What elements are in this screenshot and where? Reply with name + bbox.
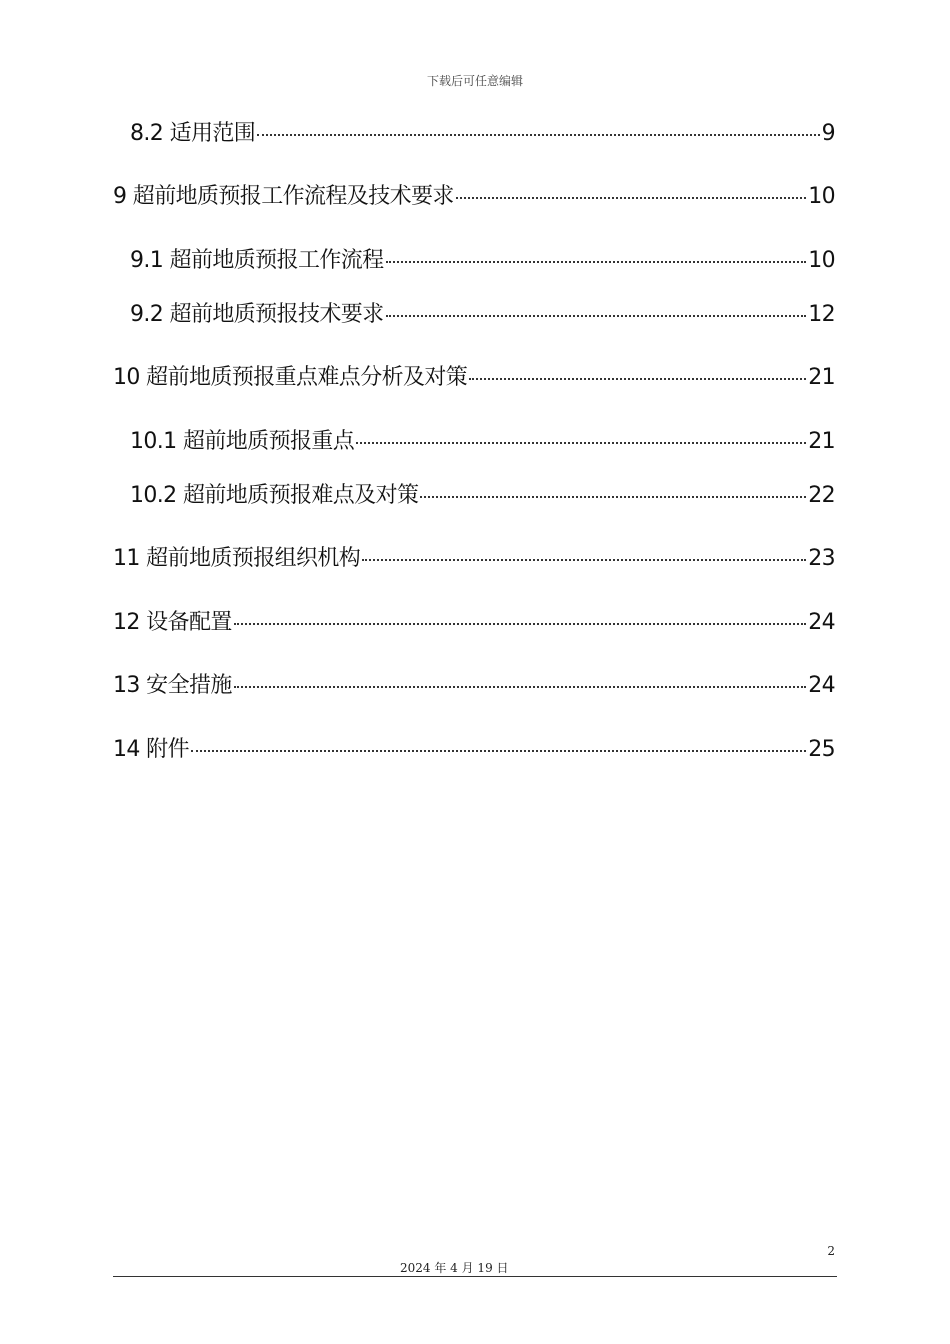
toc-leader-dots	[234, 623, 806, 625]
toc-entry[interactable]	[130, 424, 835, 455]
toc-entry[interactable]	[113, 668, 835, 699]
toc-entry[interactable]	[113, 605, 835, 636]
toc-leader-dots	[234, 686, 806, 688]
toc-entry-label: 10.2 超前地质预报难点及对策	[130, 483, 419, 508]
toc-entry[interactable]	[113, 360, 835, 391]
toc-entry-label: 9.2 超前地质预报技术要求	[130, 302, 384, 327]
toc-entry-page: 24	[808, 673, 835, 698]
toc-entry-page: 21	[808, 365, 835, 390]
toc-entry-page: 25	[808, 737, 835, 762]
toc-entry-page: 12	[808, 302, 835, 327]
toc-leader-dots	[386, 261, 807, 263]
toc-entry-page: 9	[821, 121, 835, 146]
toc-entry[interactable]	[130, 243, 835, 274]
toc-entry[interactable]	[113, 179, 835, 210]
toc-entry-label: 13 安全措施	[113, 673, 232, 698]
toc-entry-label: 10 超前地质预报重点难点分析及对策	[113, 365, 468, 390]
toc-entry-page: 10	[808, 184, 835, 209]
toc-leader-dots	[386, 315, 807, 317]
toc-entry-page: 10	[808, 248, 835, 273]
toc-leader-dots	[191, 750, 806, 752]
toc-leader-dots	[469, 378, 806, 380]
page-number: 2	[827, 1244, 835, 1258]
toc-leader-dots	[362, 559, 806, 561]
toc-leader-dots	[257, 134, 819, 136]
toc-entry-label: 10.1 超前地质预报重点	[130, 429, 355, 454]
toc-entry[interactable]	[113, 541, 835, 572]
toc-entry-label: 11 超前地质预报组织机构	[113, 546, 361, 571]
header-note: 下载后可任意编辑	[426, 74, 523, 88]
toc-leader-dots	[456, 197, 806, 199]
toc-entry-label: 8.2 适用范围	[130, 121, 256, 146]
footer-date: 2024 年 4 月 19 日	[400, 1261, 509, 1275]
toc-entry[interactable]	[130, 297, 835, 328]
toc-entry-page: 21	[808, 429, 835, 454]
toc-entry[interactable]	[130, 116, 835, 147]
toc-entry-page: 22	[808, 483, 835, 508]
footer-divider	[113, 1276, 837, 1277]
toc-entry[interactable]	[130, 478, 835, 509]
toc-entry-page: 24	[808, 610, 835, 635]
toc-leader-dots	[420, 496, 806, 498]
toc-entry-label: 9.1 超前地质预报工作流程	[130, 248, 384, 273]
toc-entry-page: 23	[808, 546, 835, 571]
toc-entry-label: 12 设备配置	[113, 610, 232, 635]
toc-entry-label: 9 超前地质预报工作流程及技术要求	[113, 184, 454, 209]
toc-leader-dots	[356, 442, 806, 444]
toc-entry[interactable]	[113, 732, 835, 763]
toc-entry-label: 14 附件	[113, 737, 189, 762]
